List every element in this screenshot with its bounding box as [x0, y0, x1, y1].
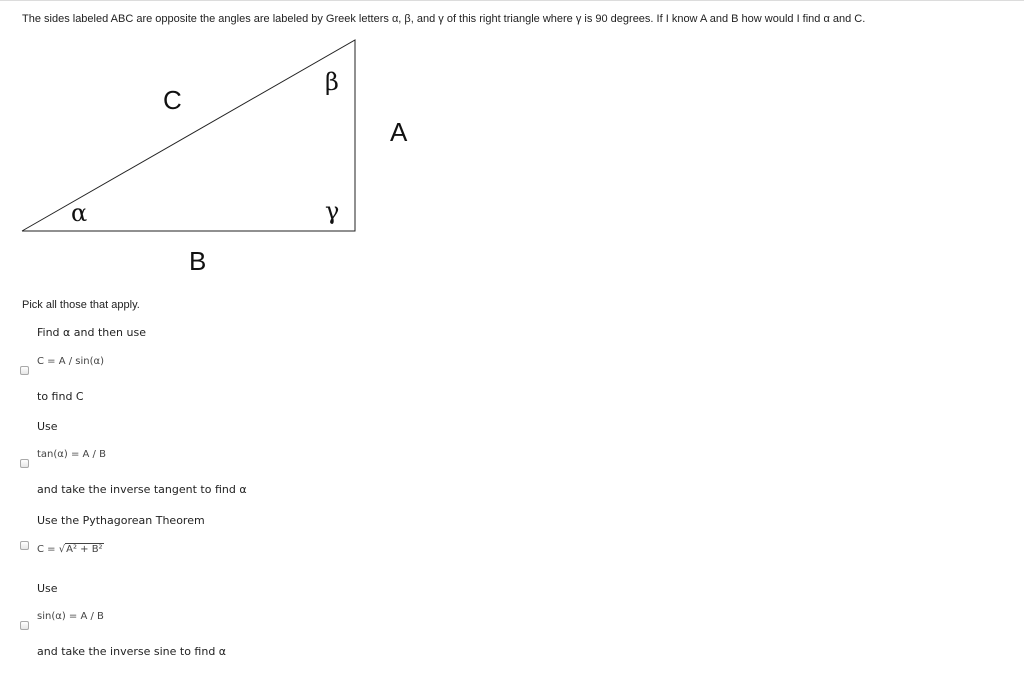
option-4-checkbox[interactable]	[20, 621, 29, 630]
option-3-formula-radicand: A² + B²	[66, 544, 103, 555]
option-4-formula: sin(α) = A / B	[37, 611, 104, 622]
option-1-intro: Find α and then use	[37, 326, 146, 339]
side-c-label: C	[163, 85, 182, 115]
angle-alpha-label: α	[71, 199, 88, 227]
top-divider	[0, 0, 1024, 1]
option-3-intro: Use the Pythagorean Theorem	[37, 514, 205, 527]
option-3-formula	[37, 543, 104, 555]
option-3-formula-prefix: C =	[37, 544, 56, 555]
triangle-diagram	[0, 30, 460, 290]
option-1-outro: to find C	[37, 390, 84, 403]
option-2-outro: and take the inverse tangent to find α	[37, 483, 247, 496]
option-4-outro: and take the inverse sine to find α	[37, 645, 227, 658]
option-4-intro: Use	[37, 582, 58, 595]
option-2-checkbox[interactable]	[20, 459, 29, 468]
option-1-formula: C = A / sin(α)	[37, 356, 105, 367]
side-a-label: A	[390, 117, 408, 147]
question-text: The sides labeled ABC are opposite the angles are labeled by Greek letters α, β, and γ of this right triangle where γ is 90 degrees. If I know A and B how would I find α and C.	[22, 13, 866, 25]
side-b-label: B	[189, 246, 207, 276]
triangle-figure	[0, 30, 460, 290]
option-2-intro: Use	[37, 420, 58, 433]
option-2-formula: tan(α) = A / B	[37, 449, 106, 460]
option-3-checkbox[interactable]	[20, 541, 29, 550]
instructions-text: Pick all those that apply.	[22, 299, 140, 311]
option-1-checkbox[interactable]	[20, 366, 29, 375]
angle-gamma-label: γ	[325, 197, 340, 225]
square-root: √A² + B²	[58, 544, 103, 555]
angle-beta-label: β	[325, 68, 339, 96]
